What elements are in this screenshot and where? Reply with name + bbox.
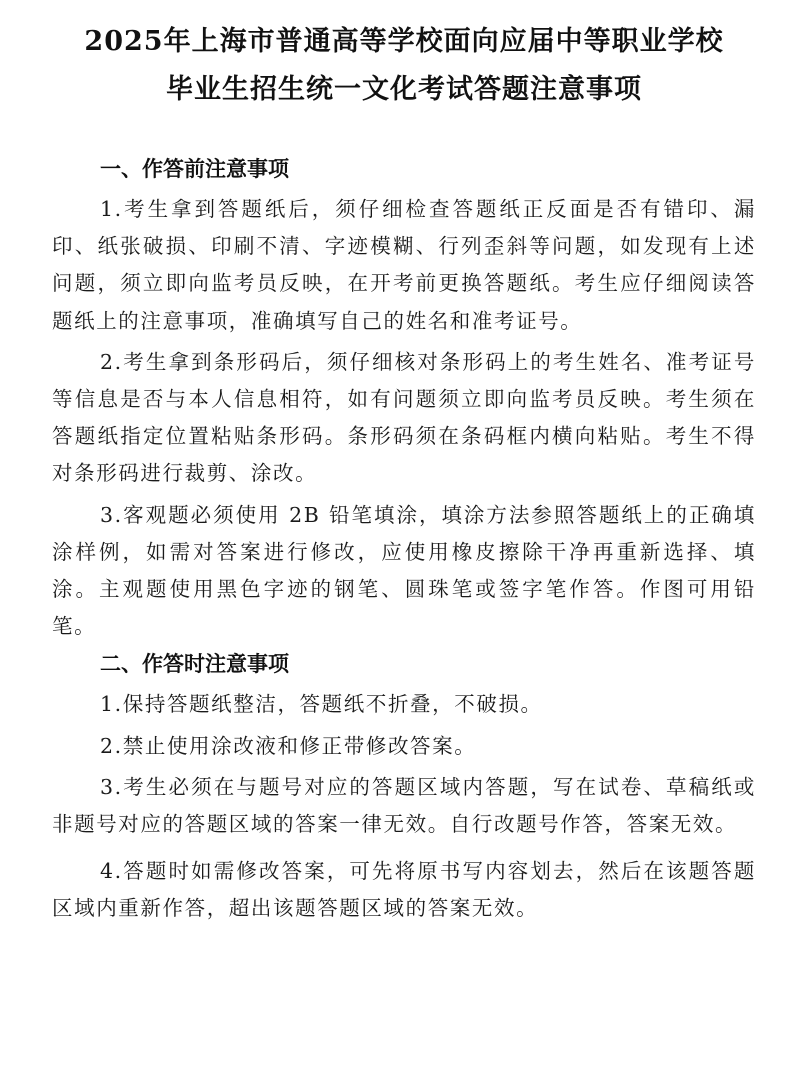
section-heading: 二、作答时注意事项 <box>100 651 289 677</box>
paragraph: 1.保持答题纸整洁，答题纸不折叠，不破损。 <box>100 692 543 717</box>
paragraph: 1.考生拿到答题纸后，须仔细检查答题纸正反面是否有错印、漏印、纸张破损、印刷不清、字迹模糊、行列歪斜等问题，如发现有上述问题，须立即向监考员反映，在开考前更换答题纸。考生应仔细阅读答题纸上的注意事项，准确填写自己的姓名和准考证号。 <box>52 197 756 333</box>
paragraph: 2.禁止使用涂改液和修正带修改答案。 <box>100 733 477 758</box>
paragraph: 3.客观题必须使用 2B 铅笔填涂，填涂方法参照答题纸上的正确填涂样例，如需对答案进行修改，应使用橡皮擦除干净再重新选择、填涂。主观题使用黑色字迹的钢笔、圆珠笔或签字笔作答。作图可用铅笔。 <box>52 502 756 639</box>
spacer <box>52 114 756 150</box>
section-heading: 一、作答前注意事项 <box>100 156 289 181</box>
section-before-exam <box>52 150 756 645</box>
paragraph: 4.答题时如需修改答案，可先将原书写内容划去，然后在该题答题区域内重新作答，超出该题答题区域的答案无效。 <box>52 859 756 921</box>
title-line-2: 毕业生招生统一文化考试答题注意事项 <box>166 74 642 105</box>
section-during-exam <box>52 645 756 927</box>
paragraph: 2.考生拿到条形码后，须仔细核对条形码上的考生姓名、准考证号等信息是否与本人信息相符，如有问题须立即向监考员反映。考生须在答题纸指定位置粘贴条形码。条形码须在条码框内横向粘贴。考生不得对条形码进行裁剪、涂改。 <box>52 349 756 486</box>
paragraph: 3.考生必须在与题号对应的答题区域内答题，写在试卷、草稿纸或非题号对应的答题区域的答案一律无效。自行改题号作答，答案无效。 <box>52 774 756 837</box>
page-title <box>52 18 756 114</box>
title-line-1: 2025年上海市普通高等学校面向应届中等职业学校 <box>84 26 724 57</box>
